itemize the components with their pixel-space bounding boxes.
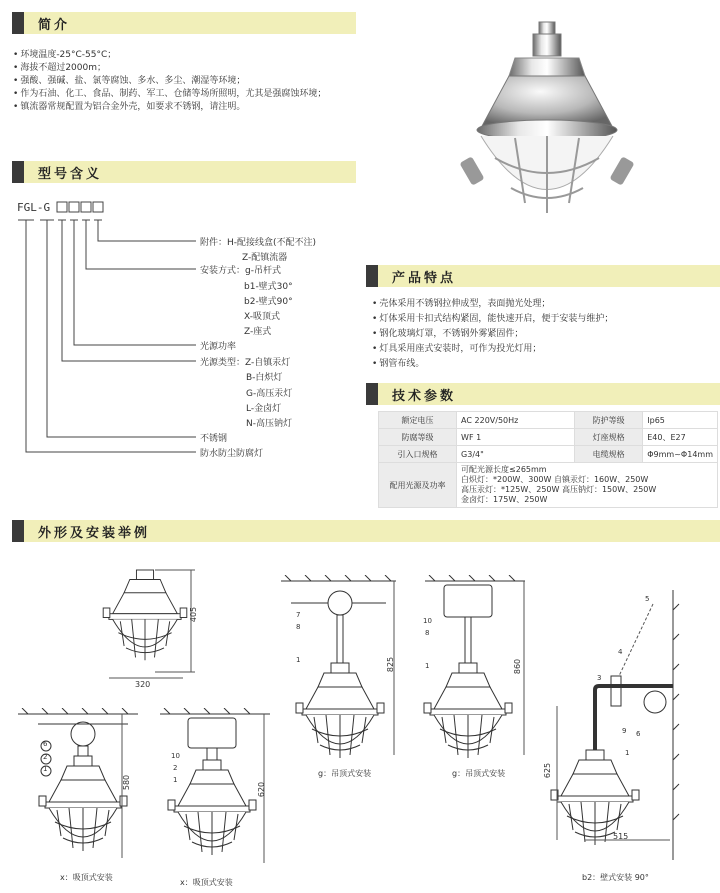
table-cell: E40、E27	[643, 429, 718, 446]
table-cell: 额定电压	[379, 412, 457, 429]
list-item: • 钢管布线。	[372, 357, 613, 372]
spec-line: 高压汞灯：*125W、250W 高压钠灯：150W、250W	[461, 485, 657, 494]
model-line: G-高压汞灯	[246, 389, 293, 399]
model-line: b2-壁式90°	[244, 297, 293, 307]
list-item: • 作为石油、化工、食品、制药、军工、仓储等场所照明，尤其是强腐蚀环境；	[13, 88, 326, 101]
callout-6: 6	[636, 730, 641, 738]
model-line: X-吸顶式	[244, 312, 280, 322]
table-row	[379, 446, 718, 463]
callout-1: 1	[625, 749, 630, 757]
model-line: Z-配镇流器	[242, 253, 288, 263]
model-line: 光源类型：Z-自镇汞灯	[200, 358, 291, 368]
list-item: • 灯体采用卡扣式结构紧固，能快速开启，便于安装与维护；	[372, 312, 613, 327]
list-item: • 灯具采用座式安装时，可作为投光灯用；	[372, 342, 613, 357]
features-list	[372, 297, 613, 372]
callout-8: 8	[425, 629, 430, 637]
spec-line: 金卤灯：175W、250W	[461, 495, 548, 504]
section-header-install	[12, 520, 720, 542]
callout-10: 10	[423, 617, 432, 625]
callout-1: 1	[43, 765, 48, 773]
callout-1: 1	[296, 656, 301, 664]
table-row	[379, 463, 718, 508]
spec-line: 白炽灯：*200W、300W 自镇汞灯：160W、250W	[461, 475, 649, 484]
dim-height: 825	[386, 656, 396, 673]
table-cell: Ip65	[643, 412, 718, 429]
drawing-caption: g：吊顶式安装	[318, 769, 372, 778]
table-cell: 引入口规格	[379, 446, 457, 463]
dim-height: 580	[122, 774, 132, 791]
list-item: • 环境温度-25°C-55°C；	[13, 49, 326, 62]
callout-7: 7	[296, 611, 301, 619]
table-cell: 配用光源及功率	[379, 463, 457, 508]
drawing-caption: x：吸顶式安装	[60, 873, 113, 882]
table-cell: AC 220V/50Hz	[457, 412, 575, 429]
callout-6: 6	[43, 740, 48, 748]
table-row	[379, 429, 718, 446]
section-title: 外形及安装举例	[24, 520, 720, 542]
callout-3: 3	[597, 674, 602, 682]
model-line: b1-壁式30°	[244, 282, 293, 292]
model-line: 附件：H-配接线盒(不配不注)	[200, 238, 317, 248]
table-cell: 防护等级	[575, 412, 643, 429]
callout-5: 5	[645, 595, 650, 603]
callout-2: 2	[43, 753, 48, 761]
list-item: • 钢化玻璃灯罩，不锈钢外雾紧固件；	[372, 327, 613, 342]
model-line: 不锈钢	[200, 434, 228, 444]
callout-2: 2	[173, 764, 178, 772]
drawing-caption: x：吸顶式安装	[180, 878, 233, 887]
callout-8: 8	[296, 623, 301, 631]
spec-table	[378, 411, 718, 508]
dim-height: 620	[257, 781, 267, 798]
table-cell: G3/4"	[457, 446, 575, 463]
model-line: 安装方式：g-吊杆式	[200, 266, 281, 276]
drawing-wall-mount	[545, 590, 715, 870]
list-item: • 壳体采用不锈钢拉伸成型，表面抛光处理；	[372, 297, 613, 312]
dim-height: 860	[513, 658, 523, 675]
drawing-base-lamp	[95, 560, 215, 695]
table-cell: 电缆规格	[575, 446, 643, 463]
model-line: N-高压钠灯	[246, 419, 292, 429]
table-cell	[457, 463, 718, 508]
callout-10: 10	[171, 752, 180, 760]
list-item: • 强酸、强碱、盐、氯等腐蚀、多水、多尘、潮湿等环境；	[13, 75, 326, 88]
section-title: 型号含义	[24, 161, 356, 183]
table-cell: 防腐等级	[379, 429, 457, 446]
model-code-text: FGL-G	[17, 201, 51, 214]
list-item: • 镇流器常规配置为铝合金外壳，如要求不锈钢，请注明。	[13, 101, 326, 114]
drawing-caption: g：吊顶式安装	[452, 769, 506, 778]
table-cell: WF 1	[457, 429, 575, 446]
callout-1: 1	[425, 662, 430, 670]
section-title: 简介	[24, 12, 356, 34]
spec-line: 可配光源长度≤265mm	[461, 465, 547, 474]
section-title: 技术参数	[378, 383, 720, 405]
dim-width: 320	[135, 680, 151, 689]
callout-circles-d2	[38, 740, 58, 780]
model-line: 光源功率	[200, 342, 237, 352]
drawing-caption: b2：壁式安装 90°	[582, 873, 649, 882]
model-line: L-金卤灯	[246, 404, 282, 414]
table-row	[379, 412, 718, 429]
table-cell: 灯座规格	[575, 429, 643, 446]
callout-4: 4	[618, 648, 623, 656]
list-item: • 海拔不超过2000m；	[13, 62, 326, 75]
dim-height: 405	[189, 606, 199, 623]
header-bar	[12, 520, 24, 542]
callout-9: 9	[622, 727, 627, 735]
table-cell: Φ9mm~Φ14mm	[643, 446, 718, 463]
dim-height: 625	[543, 762, 553, 779]
section-title: 产品特点	[378, 265, 720, 287]
model-line: B-白炽灯	[246, 373, 283, 383]
callout-1: 1	[173, 776, 178, 784]
dim-width: 515	[613, 832, 629, 841]
model-line: 防水防尘防腐灯	[200, 449, 264, 459]
model-line: Z-座式	[244, 327, 272, 337]
